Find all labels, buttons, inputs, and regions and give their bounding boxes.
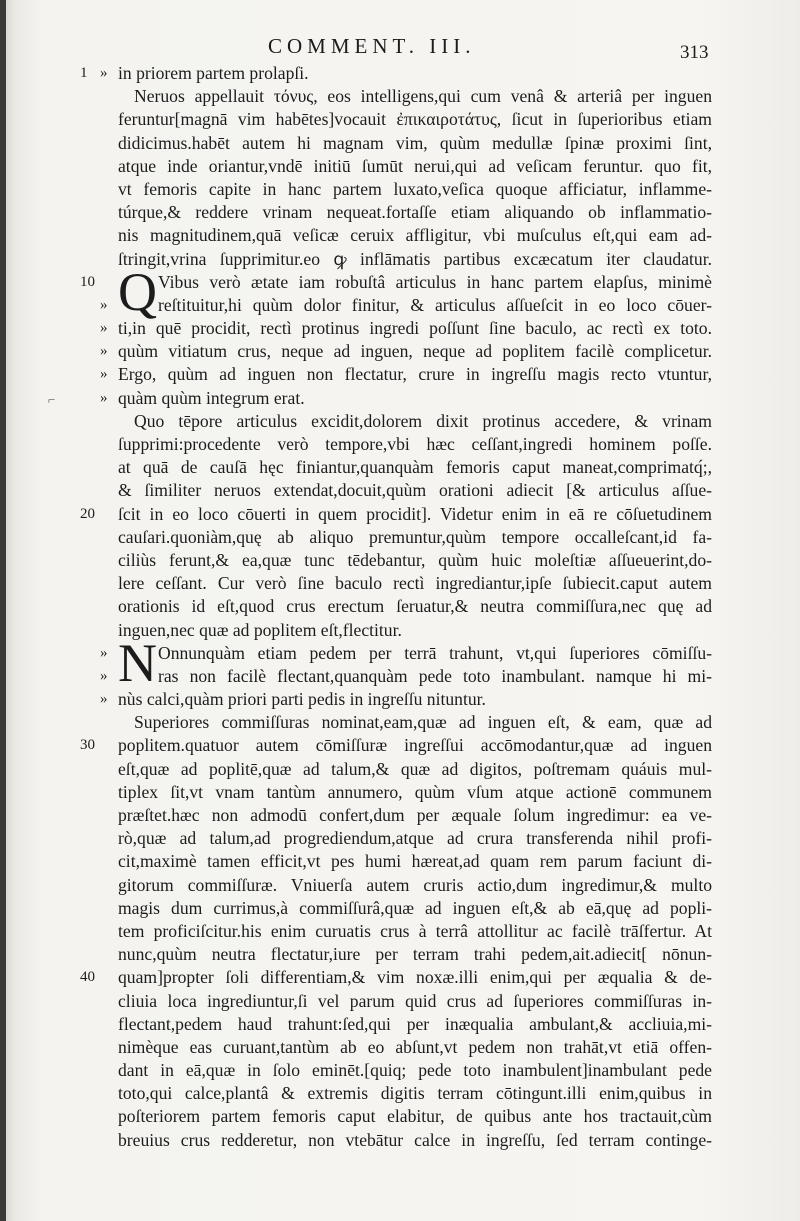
line-text: præſtet.hæc non admodū confert,dum per æquale ſolum ingredimur: ea ve- bbox=[118, 805, 712, 825]
line-text: gitorum commiſſuræ. Vniuerſa autem cruris actio,dum ingredimur,& multo bbox=[118, 874, 712, 895]
drop-capital: Q bbox=[118, 261, 157, 322]
text-line bbox=[118, 1105, 712, 1128]
text-line bbox=[100, 688, 712, 711]
line-text: ſupprimi:procedente verò tempore,vbi hæc ceſſant,ingredi hominem poſſe. bbox=[118, 434, 712, 454]
text-line bbox=[118, 1129, 712, 1152]
text-line bbox=[118, 758, 712, 781]
line-text: cauſari.quoniàm,quę ab aliquo premuntur,quùm tempore occalleſcant,id fa- bbox=[118, 526, 712, 547]
quotation-mark: » bbox=[100, 691, 108, 708]
quotation-mark: » bbox=[100, 343, 108, 360]
line-text: didicimus.habēt autem hi magnam vim, quùm medullæ ſpinæ proximi ſint, bbox=[118, 132, 712, 153]
quotation-mark: » bbox=[100, 389, 108, 406]
line-text: quam]propter ſoli differentiam,& vim noxæ.illi enim,qui per æqualia & de- bbox=[118, 967, 712, 988]
text-block bbox=[80, 62, 712, 1152]
text-line bbox=[80, 62, 712, 85]
line-text: Onnunquàm etiam pedem per terrā trahunt, vt,qui ſuperiores cōmiſſu- bbox=[158, 642, 712, 663]
line-text: lere ceſſant. Cur verò ſine baculo rectì ingrediantur,ipſe ſubiecit.caput autem bbox=[118, 573, 712, 594]
line-text: ciliùs ferunt,& ea,quæ tunc tēdebantur, quùm huic moleſtiæ aſſueuerint,do- bbox=[118, 549, 712, 570]
running-head: COMMENT. III. bbox=[268, 34, 476, 58]
text-line bbox=[100, 363, 712, 386]
line-text: eſt,quæ ad poplitē,quæ ad talum,& quæ ad digitos, poſtremam quáuis mul- bbox=[118, 758, 712, 779]
text-line bbox=[118, 132, 712, 155]
line-text: toto,qui calce,plantâ & extremis digitis terram cōtingunt.illi enim,quibus in bbox=[118, 1083, 712, 1104]
page-number: 313 bbox=[680, 42, 709, 63]
text-line bbox=[80, 966, 712, 989]
quotation-mark: » bbox=[100, 296, 108, 313]
quotation-mark: » bbox=[100, 65, 108, 81]
line-text: cit,maximè tamen efficit,vt pes humi hæreat,ad quam rem parum faciunt di- bbox=[118, 851, 712, 872]
text-line bbox=[118, 433, 712, 456]
line-text: cliuia loca ingrediuntur,ſi vel parum quid crus ad ſuperiores commiſſuras in- bbox=[118, 990, 712, 1011]
line-text: magis dum currimus,à commiſſurâ,quæ ad inguen eſt,& ab eā,quę ad popli- bbox=[118, 897, 712, 918]
text-line bbox=[118, 155, 712, 178]
line-text: nis magnitudinem,quā veſicæ ceruix affligitur, vbi muſculus eſt,qui eam ad- bbox=[118, 225, 712, 246]
text-line bbox=[118, 248, 712, 271]
quotation-mark: » bbox=[100, 644, 108, 661]
margin-mark: ⌐ bbox=[48, 392, 56, 407]
line-number: 1 bbox=[80, 65, 88, 81]
text-line bbox=[118, 201, 712, 224]
text-line bbox=[118, 874, 712, 897]
line-text: orationis id eſt,quod crus erectum ſeruatur,& neutra commiſſura,nec quę ad bbox=[118, 596, 712, 617]
line-text: dant in eā,quæ in ſolo eminēt.[quiq; pede toto inambulent]inambulant pede bbox=[118, 1060, 712, 1081]
text-line bbox=[118, 781, 712, 804]
text-line bbox=[118, 108, 712, 131]
text-line bbox=[118, 479, 712, 502]
page-header bbox=[0, 30, 800, 62]
line-text: Ergo, quùm ad inguen non flectatur, crure in ingreſſu magis recto vtuntur, bbox=[118, 364, 712, 385]
text-line bbox=[100, 387, 712, 410]
line-number: 10 bbox=[80, 273, 95, 290]
line-text: ſtringit,vrina ſupprimitur.eo ꝙ inflāmatis partibus excæcatum iter claudatur. bbox=[118, 248, 712, 269]
line-text: poſteriorem partem femoris caput elabitur, de quibus ante hos tractauit,cùm bbox=[118, 1106, 712, 1127]
line-text: inguen,nec quæ ad poplitem eſt,flectitur. bbox=[118, 619, 402, 640]
text-line bbox=[80, 271, 712, 294]
quotation-mark: » bbox=[100, 366, 108, 383]
text-line bbox=[118, 1013, 712, 1036]
text-line bbox=[118, 224, 712, 247]
text-line bbox=[118, 804, 712, 827]
line-number: 30 bbox=[80, 737, 95, 754]
quotation-mark: » bbox=[100, 667, 108, 684]
text-line bbox=[118, 619, 712, 642]
line-number: 20 bbox=[80, 505, 95, 522]
drop-capital: N bbox=[118, 633, 157, 693]
line-text: ras non facilè flectant,quanquàm pede toto inambulant. namque hi mi- bbox=[158, 665, 712, 686]
line-text: quùm vitiatum crus, neque ad inguen, neque ad poplitem facilè complicetur. bbox=[118, 341, 712, 362]
text-line bbox=[118, 920, 712, 943]
line-text: feruntur[magnā vim habētes]vocauit ἐπικαιροτάτυς, ſicut in ſuperioribus etiam bbox=[118, 109, 712, 130]
text-line bbox=[118, 827, 712, 850]
text-line bbox=[118, 943, 712, 966]
line-number: 40 bbox=[80, 969, 95, 986]
line-text: túrque,& reddere vrinam nequeat.fortaſſe etiam aliquando ob inflammatio- bbox=[118, 202, 712, 223]
text-line bbox=[118, 990, 712, 1013]
text-line bbox=[118, 1082, 712, 1105]
book-spine bbox=[0, 0, 6, 1221]
text-line bbox=[118, 85, 712, 108]
text-line bbox=[118, 526, 712, 549]
text-line bbox=[118, 711, 712, 734]
quotation-mark: » bbox=[100, 320, 108, 337]
line-text: tem proficiſcitur.his enim curuatis crus à terrâ attollitur ac facilè trāſfertur. At bbox=[118, 920, 712, 941]
text-line bbox=[118, 456, 712, 479]
text-line bbox=[118, 1059, 712, 1082]
text-line bbox=[118, 549, 712, 572]
text-line bbox=[118, 178, 712, 201]
line-text: tiplex ſit,vt vnam tantùm annumero, quùm vſum atque actionē communem bbox=[118, 781, 712, 802]
text-line bbox=[118, 595, 712, 618]
text-line bbox=[80, 734, 712, 757]
line-text: at quā de cauſā hęc finiantur,quanquàm femoris caput maneat,comprimatq́;, bbox=[118, 457, 712, 478]
line-text: quàm quùm integrum erat. bbox=[118, 387, 305, 408]
text-line bbox=[100, 665, 712, 688]
line-text: nunc,quùm neutra flectatur,iure per terram trahi pedem,ait.adiecit[ nōnun- bbox=[118, 944, 712, 965]
text-line bbox=[100, 294, 712, 317]
text-line bbox=[118, 410, 712, 433]
text-line bbox=[100, 642, 712, 665]
line-text: Quo tēpore articulus excidit,dolorem dixit protinus accedere, & vrinam bbox=[134, 410, 712, 431]
text-line bbox=[118, 897, 712, 920]
line-text: nimèque eas curuant,tantùm ab eo abſunt,vt pedem non trahāt,vt etiā offen- bbox=[118, 1036, 712, 1057]
line-text: & ſimiliter neruos extendat,docuit,quùm orationi adiecit [& articulus aſſue- bbox=[118, 480, 712, 501]
text-line bbox=[100, 317, 712, 340]
text-line bbox=[118, 572, 712, 595]
text-line bbox=[100, 340, 712, 363]
line-text: ti,in quē procidit, rectì protinus ingredi poſſunt ſine baculo, ac rectì ex toto. bbox=[118, 318, 712, 339]
line-text: flectant,pedem haud trahunt:ſed,qui per inæqualia ambulant,& accliuia,mi- bbox=[118, 1013, 712, 1034]
line-text: vt femoris capite in hanc partem luxato,veſica quoque afficiatur, inflamme- bbox=[118, 178, 712, 199]
line-text: reſtituitur,hi quùm dolor finitur, & articulus aſſueſcit in eo loco cōuer- bbox=[158, 294, 712, 315]
line-text: Neruos appellauit τόνυς, eos intelligens,qui cum venâ & arteriâ per inguen bbox=[134, 86, 712, 107]
line-text: atque inde oriantur,vndē initiū ſumūt nerui,qui ad veſicam feruntur. quo fit, bbox=[118, 155, 712, 176]
text-line bbox=[118, 1036, 712, 1059]
line-text: rò,quæ ad talum,ad progrediendum,atque ad crura transferenda nihil profi- bbox=[118, 828, 712, 849]
line-text: breuius crus redderetur, non vtebātur calce in ingreſſu, ſed terram continge- bbox=[118, 1129, 712, 1150]
text-line bbox=[80, 503, 712, 526]
line-text: poplitem.quatuor autem cōmiſſuræ ingreſſui accōmodantur,quæ ad inguen bbox=[118, 735, 712, 756]
line-text: nùs calci,quàm priori parti pedis in ingreſſu nituntur. bbox=[118, 689, 486, 710]
line-text: ſcit in eo loco cōuerti in quem procidit]. Videtur enim in eā re cōſuetudinem bbox=[118, 503, 712, 524]
line-text: Vibus verò ætate iam robuſtâ articulus in hanc partem elapſus, minimè bbox=[158, 271, 712, 292]
line-text: Superiores commiſſuras nominat,eam,quæ ad inguen eſt, & eam, quæ ad bbox=[134, 712, 712, 733]
line-text: in priorem partem prolapſi. bbox=[118, 63, 309, 83]
text-line bbox=[118, 850, 712, 873]
